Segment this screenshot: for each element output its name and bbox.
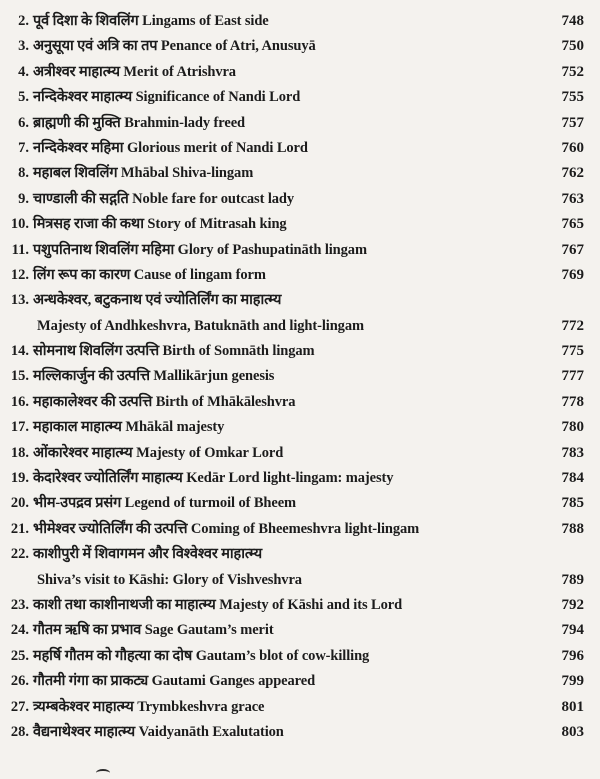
entry-number: 7. bbox=[18, 139, 29, 156]
entry-page-number: 767 bbox=[561, 241, 584, 258]
entry-page-number: 803 bbox=[561, 723, 584, 740]
toc-entry bbox=[0, 339, 600, 364]
entry-title: नन्दिकेश्वर माहात्म्य Significance of Nandi Lord bbox=[33, 89, 301, 106]
entry-page-number: 788 bbox=[561, 520, 584, 537]
entry-number: 8. bbox=[18, 165, 29, 182]
entry-title: सोमनाथ शिवलिंग उत्पत्ति Birth of Somnāth lingam bbox=[33, 343, 315, 360]
entry-title: नन्दिकेश्वर महिमा Glorious merit of Nandi Lord bbox=[33, 139, 308, 156]
toc-entry bbox=[0, 644, 600, 669]
entry-title: काशीपुरी में शिवागमन और विश्वेश्वर माहात्म्य bbox=[33, 546, 263, 563]
entry-number: 10. bbox=[10, 216, 29, 233]
entry-page-number: 775 bbox=[561, 343, 584, 360]
entry-number: 18. bbox=[10, 444, 29, 461]
entry-page-number: 765 bbox=[561, 216, 584, 233]
toc-entry bbox=[0, 415, 600, 440]
entry-number: 6. bbox=[18, 114, 29, 131]
entry-title-continued: Majesty of Andhkeshvra, Batuknāth and light-lingam bbox=[37, 317, 364, 334]
toc-entry bbox=[0, 111, 600, 136]
entry-number: 20. bbox=[10, 495, 29, 512]
toc-entry bbox=[0, 263, 600, 288]
toc-entry bbox=[0, 441, 600, 466]
entry-title: केदारेश्वर ज्योतिर्लिंग माहात्म्य Kedār Lord light-lingam: majesty bbox=[33, 470, 394, 487]
entry-number: 28. bbox=[10, 723, 29, 740]
entry-number: 4. bbox=[18, 63, 29, 80]
entry-number: 23. bbox=[10, 596, 29, 613]
entry-page-number: 784 bbox=[561, 470, 584, 487]
entry-page-number: 792 bbox=[561, 596, 584, 613]
entry-title: गौतमी गंगा का प्राकट्य Gautami Ganges appeared bbox=[33, 673, 316, 690]
entry-title: अत्रीश्वर माहात्म्य Merit of Atrishvra bbox=[33, 63, 236, 80]
entry-title: त्र्यम्बकेश्वर माहात्म्य Trymbkeshvra grace bbox=[33, 698, 265, 715]
entry-number: 27. bbox=[10, 698, 29, 715]
toc-entry bbox=[0, 34, 600, 59]
toc-entry bbox=[0, 517, 600, 542]
toc-entry bbox=[0, 238, 600, 263]
entry-title: लिंग रूप का कारण Cause of lingam form bbox=[33, 266, 266, 283]
entry-title: गौतम ऋषि का प्रभाव Sage Gautam’s merit bbox=[33, 622, 274, 639]
entry-page-number: 785 bbox=[561, 495, 584, 512]
entry-title-continued: Shiva’s visit to Kāshi: Glory of Vishveshvra bbox=[37, 571, 302, 588]
entry-title: चाण्डाली की सद्गति Noble fare for outcast lady bbox=[33, 190, 295, 207]
toc-entry bbox=[0, 364, 600, 389]
entry-number: 2. bbox=[18, 13, 29, 29]
entry-page-number: 772 bbox=[561, 317, 584, 334]
toc-entry-continuation bbox=[0, 314, 600, 339]
entry-title: महर्षि गौतम को गौहत्या का दोष Gautam’s blot of cow-killing bbox=[33, 647, 370, 664]
entry-title: भीमेश्वर ज्योतिर्लिंग की उत्पत्ति Coming of Bheemeshvra light-lingam bbox=[33, 520, 420, 537]
entry-number: 22. bbox=[10, 546, 29, 563]
entry-number: 13. bbox=[10, 292, 29, 309]
entry-title: ब्राह्मणी की मुक्ति Brahmin-lady freed bbox=[33, 114, 245, 131]
cropped-text-fragment bbox=[96, 769, 110, 777]
entry-title: भीम-उपद्रव प्रसंग Legend of turmoil of Bheem bbox=[33, 495, 297, 512]
toc-entry bbox=[0, 85, 600, 110]
entry-title: अनुसूया एवं अत्रि का तप Penance of Atri, Anusuyā bbox=[33, 38, 316, 55]
toc-entry bbox=[0, 390, 600, 415]
entry-title: महाबल शिवलिंग Mhābal Shiva-lingam bbox=[33, 165, 254, 182]
entry-title: वैद्यनाथेश्वर माहात्म्य Vaidyanāth Exalutation bbox=[33, 723, 284, 740]
entry-page-number: 769 bbox=[561, 266, 584, 283]
entry-title: मित्रसह राजा की कथा Story of Mitrasah king bbox=[33, 216, 287, 233]
toc-entry bbox=[0, 542, 600, 567]
entry-number: 11. bbox=[11, 241, 29, 258]
toc-entry bbox=[0, 288, 600, 313]
entry-page-number: 757 bbox=[561, 114, 584, 131]
entry-page-number: 777 bbox=[561, 368, 584, 385]
entry-title: ओंकारेश्वर माहात्म्य Majesty of Omkar Lord bbox=[33, 444, 284, 461]
toc-entry bbox=[0, 720, 600, 745]
entry-title: महाकाल माहात्म्य Mhākāl majesty bbox=[33, 419, 225, 436]
entry-number: 3. bbox=[18, 38, 29, 55]
entry-page-number: 778 bbox=[561, 393, 584, 410]
entry-number: 12. bbox=[10, 266, 29, 283]
toc-entry bbox=[0, 669, 600, 694]
entry-title: पूर्व दिशा के शिवलिंग Lingams of East side bbox=[33, 13, 269, 29]
entry-number: 26. bbox=[10, 673, 29, 690]
entry-number: 14. bbox=[10, 343, 29, 360]
toc-entry bbox=[0, 491, 600, 516]
toc-entry bbox=[0, 9, 600, 34]
entry-number: 17. bbox=[10, 419, 29, 436]
entry-number: 24. bbox=[10, 622, 29, 639]
entry-number: 19. bbox=[10, 470, 29, 487]
entry-title: अन्धकेश्वर, बटुकनाथ एवं ज्योतिर्लिंग का माहात्म्य bbox=[33, 292, 282, 309]
toc-entry bbox=[0, 212, 600, 237]
toc-entry bbox=[0, 593, 600, 618]
entry-page-number: 760 bbox=[561, 139, 584, 156]
entry-page-number: 801 bbox=[561, 698, 584, 715]
entry-page-number: 755 bbox=[561, 89, 584, 106]
entry-page-number: 799 bbox=[561, 673, 584, 690]
entry-page-number: 789 bbox=[561, 571, 584, 588]
toc-entry bbox=[0, 161, 600, 186]
entry-number: 9. bbox=[18, 190, 29, 207]
toc-entry bbox=[0, 618, 600, 643]
entry-number: 5. bbox=[18, 89, 29, 106]
entry-page-number: 750 bbox=[561, 38, 584, 55]
toc-entry bbox=[0, 187, 600, 212]
entry-title: मल्लिकार्जुन की उत्पत्ति Mallikārjun genesis bbox=[33, 368, 275, 385]
entry-title: काशी तथा काशीनाथजी का माहात्म्य Majesty of Kāshi and its Lord bbox=[33, 596, 403, 613]
toc-entry bbox=[0, 695, 600, 720]
entry-title: महाकालेश्वर की उत्पत्ति Birth of Mhākāleshvra bbox=[33, 393, 296, 410]
entry-page-number: 794 bbox=[561, 622, 584, 639]
table-of-contents bbox=[0, 9, 600, 745]
entry-page-number: 780 bbox=[561, 419, 584, 436]
entry-title: पशुपतिनाथ शिवलिंग महिमा Glory of Pashupatināth lingam bbox=[33, 241, 367, 258]
entry-number: 15. bbox=[10, 368, 29, 385]
toc-entry bbox=[0, 60, 600, 85]
entry-number: 25. bbox=[10, 647, 29, 664]
entry-page-number: 752 bbox=[561, 63, 584, 80]
toc-entry bbox=[0, 136, 600, 161]
entry-page-number: 763 bbox=[561, 190, 584, 207]
entry-page-number: 762 bbox=[561, 165, 584, 182]
entry-page-number: 748 bbox=[561, 13, 584, 29]
toc-entry bbox=[0, 466, 600, 491]
entry-page-number: 783 bbox=[561, 444, 584, 461]
entry-number: 16. bbox=[10, 393, 29, 410]
toc-entry-continuation bbox=[0, 568, 600, 593]
entry-page-number: 796 bbox=[561, 647, 584, 664]
entry-number: 21. bbox=[10, 520, 29, 537]
